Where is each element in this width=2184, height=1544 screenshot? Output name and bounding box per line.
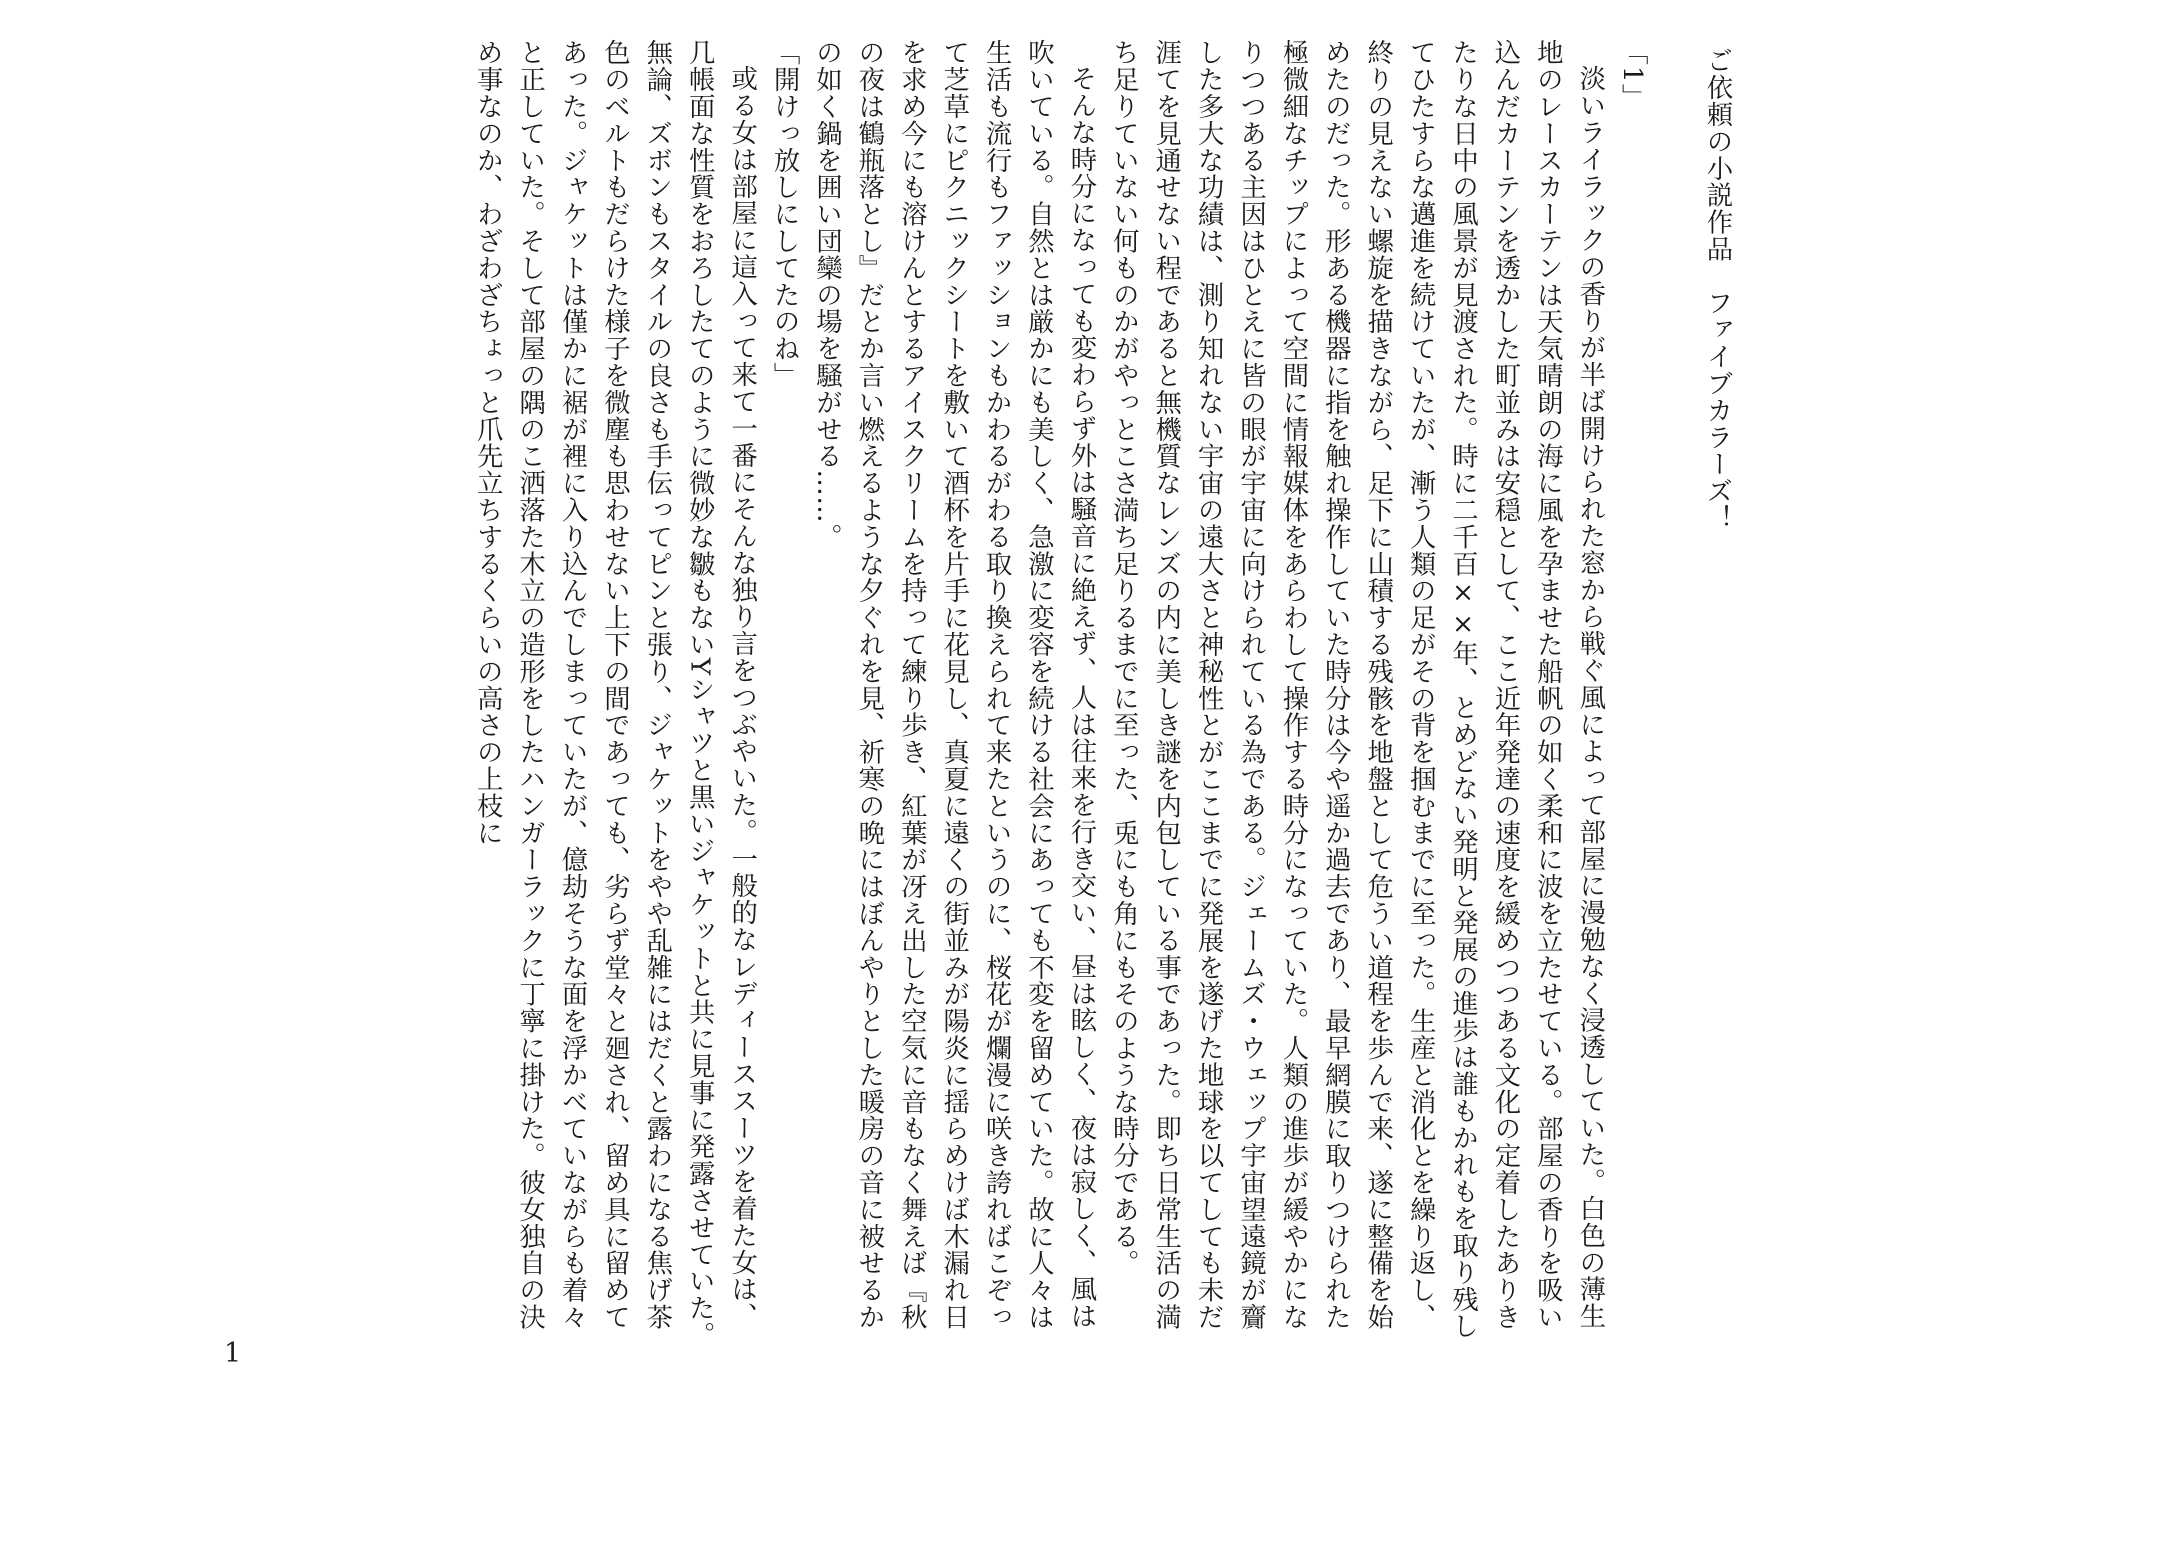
vertical-text-body — [273, 39, 1738, 1349]
blank-line — [1653, 39, 1695, 40]
chapter-heading: 「1」 — [1617, 39, 1649, 111]
paragraph-2: そんな時分になっても変わらず外は騒音に絶えず、人は往来を行き交い、昼は眩しく、夜は寂しく、風は吹いている。自然とは厳かにも美しく、急激に変容を続ける社会にあっても不変を留めていた。故に人々は生活も流行もファッションもかわるがわる取り換えられて来たというのに、桜花が爛漫に咲き誇ればこぞって芝草にピクニックシートを敷いて酒杯を片手に花見し、真夏に遠くの街並みが陽炎に揺らめけば木漏れ日を求め今にも溶けんとするアイスクリームを持って練り歩き、紅葉が冴え出した空気に音もなく舞えば『秋の夜は鶴瓶落とし』だとか言い燃えるような夕ぐれを見、祈寒の晩にはぼんやりとした暖房の音に被せるかの如く鍋を囲い団欒の場を騒がせる……。 — [811, 39, 1097, 1331]
document-title: ご依頼の小説作品 ファイブカラーズ！ — [1702, 47, 1733, 532]
page-number: 1 — [224, 1338, 242, 1369]
dialogue-quote: 「開けっ放しにしてたのね」 — [769, 39, 801, 389]
paragraph-3: 或る女は部屋に這入って来て一番にそんな独り言をつぶやいた。一般的なレディーススーツを着た女は、几帳面な性質をおろしたてのように微妙な皺もないYシャツと黒いジャケットと共に見事に発露させていた。無論、ズボンもスタイルの良さも手伝ってピンと張り、ジャケットをやや乱雑にはだくと露わになる焦げ茶色のベルトもだらけた様子を微塵も思わせない上下の間であっても、劣らず堂々と廻され、留め具に留めてあった。ジャケットは僅かに裾が裡に入り込んでしまっていたが、億劫そうな面を浮かべていながらも着々と正していた。そして部屋の隅のこ洒落た木立の造形をしたハンガーラックに丁寧に掛けた。彼女独自の決め事なのか、わざわざちょっと爪先立ちするくらいの高さの上枝に — [472, 39, 758, 1349]
paragraph-1: 淡いライラックの香りが半ば開けられた窓から戦ぐ風によって部屋に漫勉なく浸透していた。白色の薄生地のレースカーテンは天気晴朗の海に風を孕ませた船帆の如く柔和に波を立たせている。部屋の香りを吸い込んだカーテンを透かした町並みは安穏として、ここ近年発達の速度を緩めつつある文化の定着したありきたりな日中の風景が見渡された。時に二千百××年、とめどない発明と発展の進歩は誰もかれもを取り残してひたすらな邁進を続けていたが、漸う人類の足がその背を掴むまでに至った。生産と消化とを繰り返し、終りの見えない螺旋を描きながら、足下に山積する残骸を地盤として危うい道程を歩んで来、遂に整備を始めたのだった。形ある機器に指を触れ操作していた時分は今や遥か過去であり、最早網膜に取りつけられた極微細なチップによって空間に情報媒体をあらわして操作する時分になっていた。人類の進歩が緩やかになりつつある主因はひとえに皆の眼が宇宙に向けられている為である。ジェームズ・ウェップ宇宙望遠鏡が齎した多大な功績は、測り知れない宇宙の遠大さと神秘性とがここまでに発展を遂げた地球を以てしても未だ涯てを見通せない程であると無機質なレンズの内に美しき謎を内包している事であった。即ち日常生活の満ち足りていない何ものかがやっとこさ満ち足りるまでに至った、兎にも角にもそのような時分である。 — [1108, 39, 1606, 1340]
